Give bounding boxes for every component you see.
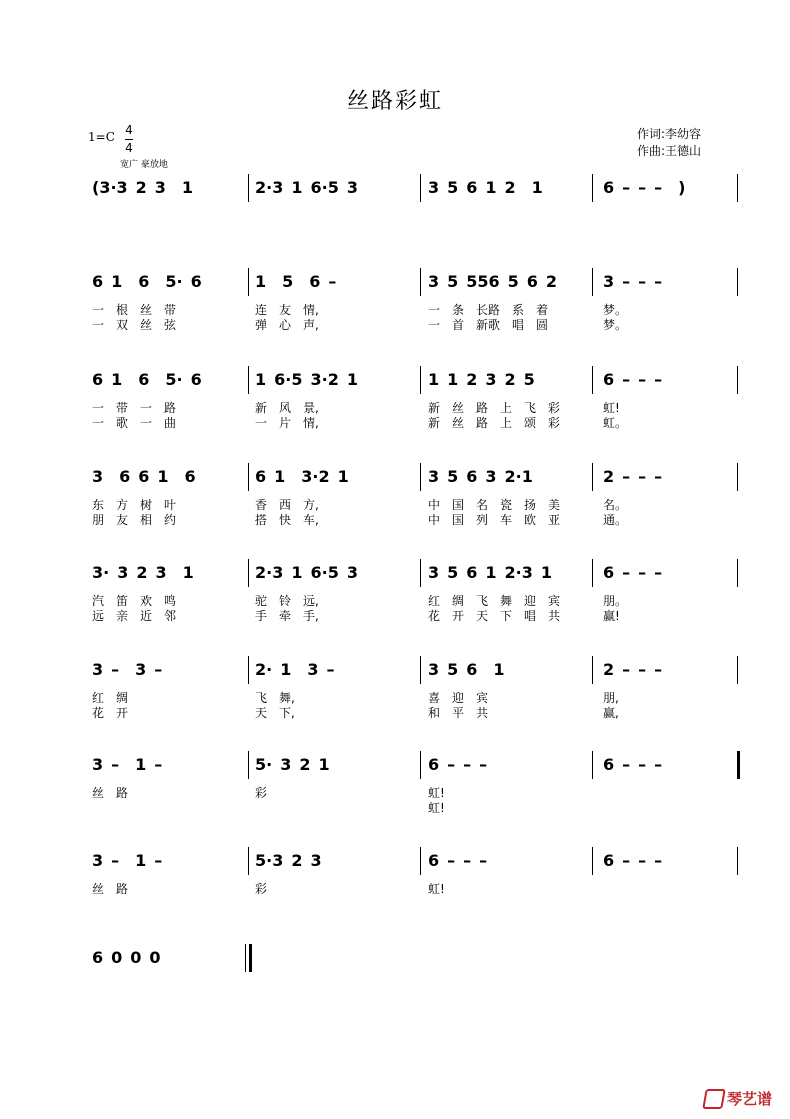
bar-line bbox=[737, 847, 738, 875]
measure-notes: 6 0 0 0 bbox=[92, 948, 161, 967]
lyric-line: 红 绸 bbox=[92, 691, 129, 705]
lyric-line: 新 丝 路 上 颂 彩 bbox=[428, 416, 561, 430]
watermark-logo bbox=[704, 1088, 772, 1110]
bar-line bbox=[248, 751, 249, 779]
bar-line bbox=[420, 366, 421, 394]
bar-line bbox=[737, 463, 738, 491]
bar-line bbox=[248, 174, 249, 202]
lyric-line: 丝 路 bbox=[92, 882, 129, 896]
lyric-line: 丝 路 bbox=[92, 786, 129, 800]
lyric-line: 连 友 情, bbox=[255, 303, 319, 317]
lyric-line: 一 片 情, bbox=[255, 416, 319, 430]
lyric-line: 一 首 新歌 唱 圆 bbox=[428, 318, 549, 332]
bar-line bbox=[420, 751, 421, 779]
measure-notes: 6 1 6 5· 6 bbox=[92, 370, 202, 389]
lyric-line: 名。 bbox=[603, 498, 628, 512]
measure-notes: 3 – 1 – bbox=[92, 851, 163, 870]
bar-line bbox=[245, 944, 246, 972]
measure-notes: 3 5 6 1 2·3 1 bbox=[428, 563, 553, 582]
bar-line bbox=[737, 366, 738, 394]
lyric-line: 赢! bbox=[603, 609, 620, 623]
key-signature: 1=C bbox=[88, 130, 115, 144]
measure-notes: 3 5 6 3 2·1 bbox=[428, 467, 533, 486]
lyric-line: 彩 bbox=[255, 882, 268, 896]
lyric-line: 弹 心 声, bbox=[255, 318, 319, 332]
measure-notes: 3 – 3 – bbox=[92, 660, 163, 679]
measure-notes: 6 – – – bbox=[428, 851, 488, 870]
time-top: 4 bbox=[125, 123, 133, 137]
bar-line bbox=[420, 847, 421, 875]
measure-notes: 6 – – – bbox=[603, 755, 663, 774]
lyric-line: 天 下, bbox=[255, 706, 295, 720]
lyric-line: 和 平 共 bbox=[428, 706, 489, 720]
measure-notes: 2 – – – bbox=[603, 660, 663, 679]
time-bottom: 4 bbox=[125, 141, 133, 155]
bar-line bbox=[592, 751, 593, 779]
lyric-line: 中 国 名 瓷 扬 美 bbox=[428, 498, 561, 512]
watermark-text: 琴艺谱 bbox=[726, 1089, 772, 1108]
lyric-line: 虹! bbox=[428, 801, 445, 815]
lyric-line: 远 亲 近 邻 bbox=[92, 609, 177, 623]
tempo-mood-marking: 宽广 豪放地 bbox=[120, 160, 168, 170]
lyric-line: 虹。 bbox=[603, 416, 628, 430]
lyric-line: 中 国 列 车 欧 亚 bbox=[428, 513, 561, 527]
measure-notes: 6 1 3·2 1 bbox=[255, 467, 349, 486]
measure-notes: 3 – 1 – bbox=[92, 755, 163, 774]
bar-line bbox=[248, 559, 249, 587]
bar-line bbox=[592, 559, 593, 587]
measure-notes: (3·3 2 3 1 bbox=[92, 178, 194, 197]
lyric-line: 赢, bbox=[603, 706, 619, 720]
bar-line bbox=[420, 559, 421, 587]
measure-notes: 3 5 6 1 bbox=[428, 660, 505, 679]
measure-notes: 2 – – – bbox=[603, 467, 663, 486]
lyric-line: 虹! bbox=[428, 786, 445, 800]
lyric-line: 朋。 bbox=[603, 594, 628, 608]
bar-line bbox=[737, 559, 738, 587]
lyric-line: 一 带 一 路 bbox=[92, 401, 177, 415]
lyric-line: 虹! bbox=[428, 882, 445, 896]
bar-line bbox=[249, 944, 252, 972]
lyric-line: 彩 bbox=[255, 786, 268, 800]
composer: 作曲:王德山 bbox=[637, 144, 702, 158]
measure-notes: 6 – – – bbox=[428, 755, 488, 774]
lyric-line: 一 歌 一 曲 bbox=[92, 416, 177, 430]
lyric-line: 通。 bbox=[603, 513, 628, 527]
measure-notes: 6 – – – bbox=[603, 563, 663, 582]
bar-line bbox=[248, 366, 249, 394]
measure-notes: 3 – – – bbox=[603, 272, 663, 291]
lyric-line: 花 开 bbox=[92, 706, 129, 720]
measure-notes: 6 – – – bbox=[603, 851, 663, 870]
lyric-line: 新 丝 路 上 飞 彩 bbox=[428, 401, 561, 415]
lyric-line: 梦。 bbox=[603, 303, 628, 317]
lyric-line: 喜 迎 宾 bbox=[428, 691, 489, 705]
bar-line bbox=[592, 847, 593, 875]
bar-line bbox=[737, 751, 740, 779]
bar-line bbox=[592, 174, 593, 202]
logo-icon bbox=[702, 1089, 726, 1109]
lyric-line: 手 牵 手, bbox=[255, 609, 319, 623]
time-signature bbox=[124, 122, 134, 157]
measure-notes: 3 6 6 1 6 bbox=[92, 467, 196, 486]
bar-line bbox=[592, 366, 593, 394]
bar-line bbox=[248, 656, 249, 684]
lyric-line: 新 风 景, bbox=[255, 401, 319, 415]
lyric-line: 红 绸 飞 舞 迎 宾 bbox=[428, 594, 561, 608]
measure-notes: 5·3 2 3 bbox=[255, 851, 322, 870]
lyric-line: 香 西 方, bbox=[255, 498, 319, 512]
lyric-line: 一 条 长路 系 着 bbox=[428, 303, 549, 317]
bar-line bbox=[420, 656, 421, 684]
bar-line bbox=[420, 174, 421, 202]
measure-notes: 3 5 556 5 6 2 bbox=[428, 272, 558, 291]
bar-line bbox=[420, 463, 421, 491]
bar-line bbox=[737, 174, 738, 202]
measure-notes: 6 1 6 5· 6 bbox=[92, 272, 202, 291]
measure-notes: 3 5 6 1 2 1 bbox=[428, 178, 543, 197]
measure-notes: 1 1 2 3 2 5 bbox=[428, 370, 535, 389]
lyric-line: 朋, bbox=[603, 691, 619, 705]
lyric-line: 梦。 bbox=[603, 318, 628, 332]
bar-line bbox=[420, 268, 421, 296]
measure-notes: 1 6·5 3·2 1 bbox=[255, 370, 358, 389]
measure-notes: 3· 3 2 3 1 bbox=[92, 563, 194, 582]
bar-line bbox=[248, 268, 249, 296]
measure-notes: 6 – – – bbox=[603, 370, 663, 389]
lyric-line: 虹! bbox=[603, 401, 620, 415]
lyric-line: 飞 舞, bbox=[255, 691, 295, 705]
bar-line bbox=[248, 463, 249, 491]
bar-line bbox=[737, 656, 738, 684]
measure-notes: 2·3 1 6·5 3 bbox=[255, 563, 358, 582]
lyric-line: 汽 笛 欢 鸣 bbox=[92, 594, 177, 608]
credits bbox=[637, 126, 701, 160]
bar-line bbox=[592, 656, 593, 684]
measure-notes: 2· 1 3 – bbox=[255, 660, 335, 679]
bar-line bbox=[592, 463, 593, 491]
measure-notes: 2·3 1 6·5 3 bbox=[255, 178, 358, 197]
bar-line bbox=[592, 268, 593, 296]
lyric-line: 驼 铃 远, bbox=[255, 594, 319, 608]
lyric-line: 搭 快 车, bbox=[255, 513, 319, 527]
measure-notes: 1 5 6 – bbox=[255, 272, 337, 291]
song-title: 丝路彩虹 bbox=[346, 89, 443, 114]
measure-notes: 5· 3 2 1 bbox=[255, 755, 330, 774]
lyric-line: 花 开 天 下 唱 共 bbox=[428, 609, 561, 623]
lyricist: 作词:李幼容 bbox=[637, 127, 702, 141]
measure-notes: 6 – – – ) bbox=[603, 178, 686, 197]
lyric-line: 一 根 丝 带 bbox=[92, 303, 177, 317]
bar-line bbox=[248, 847, 249, 875]
lyric-line: 东 方 树 叶 bbox=[92, 498, 177, 512]
lyric-line: 朋 友 相 约 bbox=[92, 513, 177, 527]
bar-line bbox=[737, 268, 738, 296]
lyric-line: 一 双 丝 弦 bbox=[92, 318, 177, 332]
